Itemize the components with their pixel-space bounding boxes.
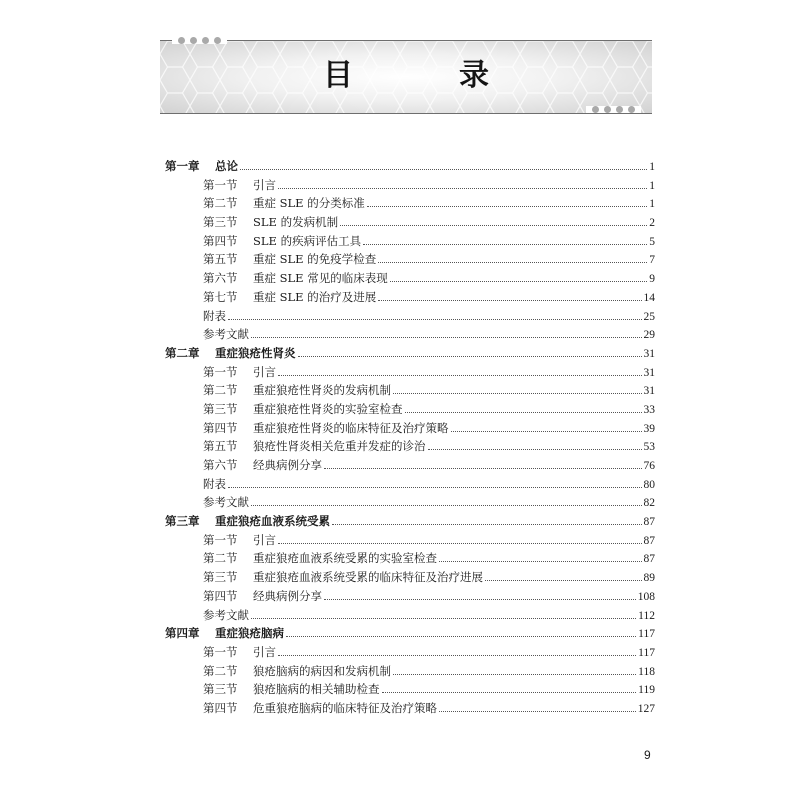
toc-entry-page: 87	[643, 553, 655, 566]
toc-entry-page: 7	[649, 254, 655, 267]
dot-leader	[393, 673, 636, 675]
dot-leader	[228, 486, 642, 488]
dot-leader	[405, 411, 642, 413]
toc-section-row[interactable]	[165, 699, 655, 718]
toc-entry-number: 第二节	[203, 383, 238, 398]
toc-section-row[interactable]	[165, 437, 655, 456]
toc-entry-number: 第三节	[203, 401, 238, 416]
toc-entry-title: 危重狼疮脑病的临床特征及治疗策略	[253, 700, 437, 715]
dot-leader	[378, 261, 647, 263]
toc-entry-page: 2	[649, 217, 655, 230]
toc-section-row[interactable]	[165, 381, 655, 400]
toc-section-row[interactable]	[165, 176, 655, 195]
toc-section-row[interactable]	[165, 475, 655, 494]
dot-leader	[439, 560, 642, 562]
toc-entry-page: 87	[643, 516, 655, 529]
toc-entry-page: 118	[638, 665, 655, 678]
toc-entry-title: 重症狼疮脑病	[215, 626, 284, 641]
toc-entry-number: 第一节	[203, 177, 238, 192]
toc-entry-number: 第三节	[203, 682, 238, 697]
toc-entry-number: 第二节	[203, 663, 238, 678]
toc-entry-title: 狼疮脑病的病因和发病机制	[253, 663, 391, 678]
toc-section-row[interactable]	[165, 307, 655, 326]
dot-leader	[393, 392, 642, 394]
toc-entry-number: 第一节	[203, 644, 238, 659]
toc-chapter-row[interactable]	[165, 624, 655, 643]
dot-leader	[286, 635, 636, 637]
dot-leader	[251, 336, 642, 338]
toc-entry-title: 重症 SLE 常见的临床表现	[253, 271, 388, 286]
dot-leader	[324, 467, 642, 469]
toc-entry-title: 引言	[253, 177, 276, 192]
toc-entry-title: 重症狼疮血液系统受累的临床特征及治疗进展	[253, 570, 483, 585]
page-title: 目 录	[323, 58, 527, 93]
toc-entry-number: 第三节	[203, 570, 238, 585]
toc-entry-title: 引言	[253, 532, 276, 547]
dot-leader	[382, 691, 637, 693]
toc-section-row[interactable]	[165, 213, 655, 232]
toc-entry-page: 87	[643, 534, 655, 547]
toc-section-row[interactable]	[165, 662, 655, 681]
toc-chapter-row[interactable]	[165, 344, 655, 363]
page-number: 9	[644, 748, 651, 762]
dot-leader	[298, 355, 642, 357]
toc-entry-page: 119	[638, 684, 655, 697]
dot-leader	[324, 598, 636, 600]
toc-entry-page: 25	[643, 310, 655, 323]
dot-leader	[363, 243, 647, 245]
toc-chapter-row[interactable]	[165, 157, 655, 176]
dot-leader	[332, 523, 642, 525]
toc-entry-number: 第一章	[165, 159, 200, 173]
toc-section-row[interactable]	[165, 419, 655, 438]
toc-section-row[interactable]	[165, 587, 655, 606]
toc-entry-page: 53	[643, 441, 655, 454]
toc-entry-page: 1	[649, 198, 655, 211]
toc-entry-page: 33	[643, 403, 655, 416]
dot-leader	[428, 448, 642, 450]
toc-section-row[interactable]	[165, 363, 655, 382]
toc-section-row[interactable]	[165, 549, 655, 568]
toc-entry-title: 狼疮脑病的相关辅助检查	[253, 682, 380, 697]
toc-entry-number: 第五节	[203, 252, 238, 267]
toc-entry-title: 重症狼疮血液系统受累	[215, 514, 330, 529]
decorative-dots-left	[172, 37, 227, 44]
toc-entry-title: SLE 的疾病评估工具	[253, 233, 362, 248]
decorative-dots-right	[586, 106, 641, 113]
toc-entry-page: 80	[643, 478, 655, 491]
toc-section-row[interactable]	[165, 269, 655, 288]
dot-leader	[278, 654, 636, 656]
toc-entry-title: 总论	[215, 159, 238, 173]
toc-entry-number: 参考文献	[203, 607, 249, 622]
toc-chapter-row[interactable]	[165, 512, 655, 531]
toc-entry-title: 引言	[253, 364, 276, 379]
toc-entry-page: 127	[637, 702, 655, 715]
toc-entry-title: 经典病例分享	[253, 458, 322, 472]
toc-entry-number: 第二节	[203, 196, 238, 211]
toc-entry-title: 重症 SLE 的分类标准	[253, 196, 365, 211]
toc-entry-title: 引言	[253, 644, 276, 659]
toc-entry-page: 9	[649, 273, 655, 286]
dot-leader	[378, 299, 641, 301]
toc-entry-page: 112	[638, 609, 655, 622]
toc-entry-page: 31	[643, 385, 655, 398]
toc-section-row[interactable]	[165, 194, 655, 213]
toc-entry-page: 1	[649, 179, 655, 192]
dot-leader	[278, 374, 642, 376]
toc-entry-number: 第六节	[203, 458, 238, 472]
toc-entry-number: 第四节	[203, 233, 238, 248]
toc-entry-number: 第二节	[203, 551, 238, 566]
toc-entry-title: 重症狼疮血液系统受累的实验室检查	[253, 551, 437, 566]
toc-entry-page: 89	[643, 572, 655, 585]
toc-entry-page: 29	[643, 329, 655, 342]
toc-entry-number: 第二章	[165, 345, 200, 360]
toc-section-row[interactable]	[165, 493, 655, 512]
dot-leader	[390, 280, 648, 282]
toc-entry-page: 5	[649, 235, 655, 248]
toc-entry-number: 第四节	[203, 588, 238, 603]
toc-section-row[interactable]	[165, 606, 655, 625]
toc-entry-title: 重症 SLE 的免疫学检查	[253, 252, 377, 267]
toc-entry-page: 1	[649, 161, 655, 173]
toc-entry-number: 第一节	[203, 532, 238, 547]
dot-leader	[340, 224, 647, 226]
dot-leader	[278, 187, 647, 189]
toc-entry-number: 附表	[203, 476, 226, 491]
toc-section-row[interactable]	[165, 680, 655, 699]
toc-entry-title: 重症狼疮性肾炎	[215, 345, 296, 360]
toc-entry-title: 经典病例分享	[253, 588, 322, 603]
toc-entry-page: 76	[643, 460, 655, 472]
toc-entry-number: 参考文献	[203, 495, 249, 510]
toc-entry-number: 第七节	[203, 289, 238, 304]
dot-leader	[439, 710, 636, 712]
toc-entry-number: 参考文献	[203, 327, 249, 342]
dot-leader	[228, 318, 642, 320]
dot-leader	[367, 205, 648, 207]
toc-entry-number: 第三章	[165, 514, 200, 529]
toc-entry-number: 第四节	[203, 420, 238, 435]
toc-entry-number: 附表	[203, 308, 226, 323]
toc-entry-page: 108	[637, 590, 655, 603]
toc-entry-title: 重症狼疮性肾炎的实验室检查	[253, 401, 403, 416]
toc-section-row[interactable]	[165, 325, 655, 344]
toc-entry-number: 第四节	[203, 700, 238, 715]
toc-entry-title: 重症狼疮性肾炎的临床特征及治疗策略	[253, 420, 449, 435]
dot-leader	[278, 542, 642, 544]
toc-section-row[interactable]	[165, 288, 655, 307]
toc-entry-page: 117	[638, 646, 655, 659]
toc-entry-page: 117	[638, 628, 655, 641]
toc-entry-page: 31	[643, 347, 655, 360]
toc-entry-number: 第五节	[203, 439, 238, 454]
dot-leader	[485, 579, 642, 581]
toc-section-row[interactable]	[165, 250, 655, 269]
toc-entry-page: 39	[643, 422, 655, 435]
toc-entry-title: 狼疮性肾炎相关危重并发症的诊治	[253, 439, 426, 454]
toc-section-row[interactable]	[165, 456, 655, 475]
toc-entry-number: 第一节	[203, 364, 238, 379]
toc-entry-title: 重症狼疮性肾炎的发病机制	[253, 383, 391, 398]
dot-leader	[451, 430, 642, 432]
toc-section-row[interactable]	[165, 400, 655, 419]
toc-section-row[interactable]	[165, 643, 655, 662]
toc-entry-page: 31	[643, 366, 655, 379]
toc-section-row[interactable]	[165, 568, 655, 587]
dot-leader	[251, 617, 636, 619]
dot-leader	[251, 504, 642, 506]
toc-entry-title: SLE 的发病机制	[253, 215, 339, 230]
toc-section-row[interactable]	[165, 232, 655, 251]
toc-entry-page: 82	[643, 497, 655, 510]
toc-entry-title: 重症 SLE 的治疗及进展	[253, 289, 377, 304]
toc-section-row[interactable]	[165, 531, 655, 550]
toc-entry-page: 14	[643, 291, 655, 304]
toc-entry-number: 第四章	[165, 626, 200, 641]
toc-entry-number: 第三节	[203, 215, 238, 230]
table-of-contents	[165, 157, 655, 718]
toc-entry-number: 第六节	[203, 271, 238, 286]
dot-leader	[240, 168, 647, 170]
